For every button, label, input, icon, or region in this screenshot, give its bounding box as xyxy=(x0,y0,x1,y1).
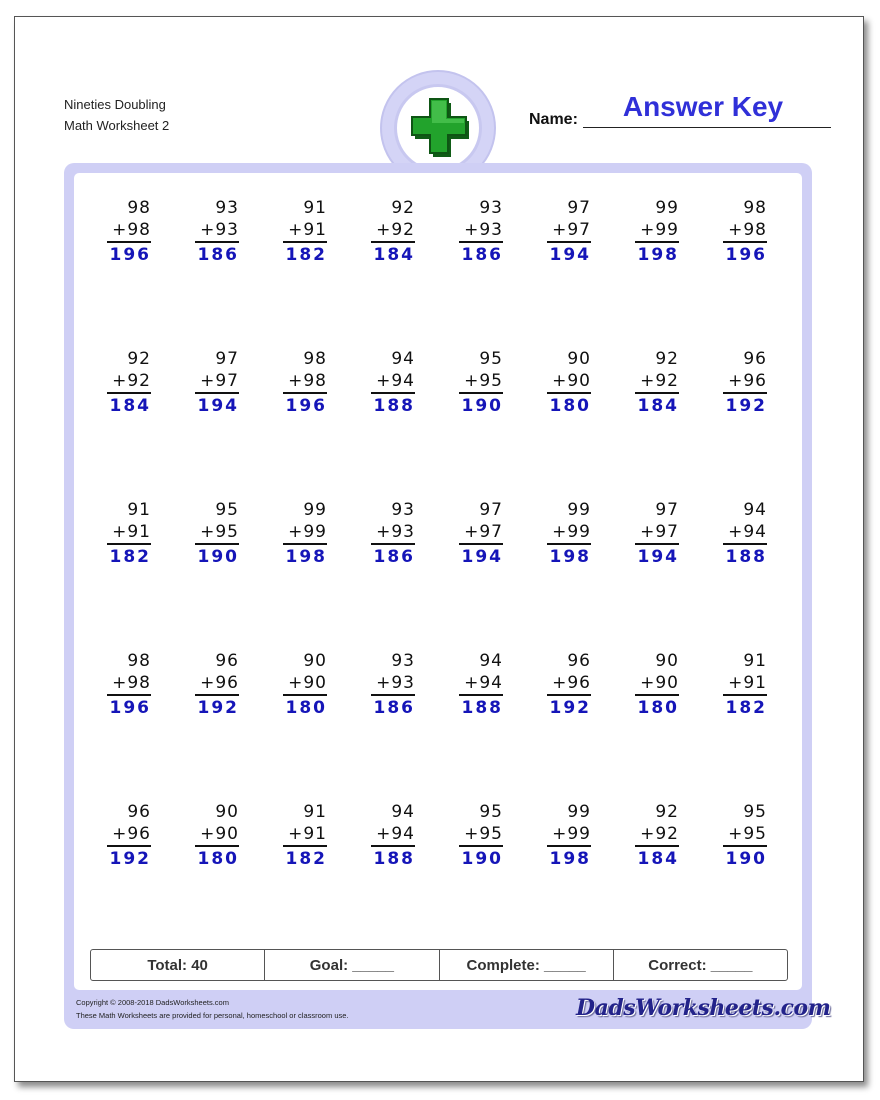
addition-problem xyxy=(547,499,591,568)
addition-problem xyxy=(723,348,767,417)
addend-bottom: +97 xyxy=(200,371,239,391)
addition-problem xyxy=(283,348,327,417)
green-plus-icon xyxy=(399,89,477,167)
sum-line xyxy=(371,845,415,847)
addend-bottom: +98 xyxy=(112,673,151,693)
answer: 180 xyxy=(637,698,679,718)
addition-problem xyxy=(547,801,591,870)
addition-problem xyxy=(195,499,239,568)
addend-bottom: +92 xyxy=(640,371,679,391)
addend-bottom: +90 xyxy=(640,673,679,693)
addend-bottom: +90 xyxy=(552,371,591,391)
addition-problem xyxy=(635,348,679,417)
addition-problem xyxy=(371,650,415,719)
sum-line xyxy=(459,241,503,243)
answer: 194 xyxy=(197,396,239,416)
addition-problem xyxy=(283,650,327,719)
sum-line xyxy=(459,845,503,847)
correct-field[interactable]: Correct: _____ xyxy=(648,956,753,974)
worksheet-title: Nineties Doubling xyxy=(64,97,166,112)
addition-problem xyxy=(371,197,415,266)
addition-problem xyxy=(547,348,591,417)
addition-problem xyxy=(195,650,239,719)
addend-top: 91 xyxy=(303,198,327,218)
addend-bottom: +91 xyxy=(728,673,767,693)
answer: 198 xyxy=(637,245,679,265)
answer: 186 xyxy=(373,698,415,718)
addend-top: 98 xyxy=(743,198,767,218)
answer: 182 xyxy=(725,698,767,718)
worksheet-frame xyxy=(64,163,831,1029)
answer: 188 xyxy=(373,849,415,869)
name-field[interactable] xyxy=(583,127,831,128)
addend-bottom: +93 xyxy=(376,673,415,693)
addend-bottom: +91 xyxy=(288,824,327,844)
addition-problem xyxy=(107,650,151,719)
addition-problem xyxy=(107,197,151,266)
addend-bottom: +98 xyxy=(288,371,327,391)
sum-line xyxy=(547,845,591,847)
addend-top: 91 xyxy=(303,802,327,822)
addend-top: 98 xyxy=(127,651,151,671)
addition-problem xyxy=(547,197,591,266)
sum-line xyxy=(547,392,591,394)
answer: 190 xyxy=(461,849,503,869)
answer: 180 xyxy=(285,698,327,718)
answer: 186 xyxy=(373,547,415,567)
addition-problem xyxy=(195,348,239,417)
sum-line xyxy=(195,845,239,847)
answer: 196 xyxy=(725,245,767,265)
problems-panel xyxy=(74,173,802,990)
addition-problem xyxy=(459,348,503,417)
dadsworksheets-logo[interactable]: DadsWorksheets.com xyxy=(576,995,831,1021)
addend-bottom: +95 xyxy=(464,824,503,844)
addend-bottom: +97 xyxy=(464,522,503,542)
addend-top: 92 xyxy=(127,349,151,369)
addend-top: 93 xyxy=(215,198,239,218)
addend-top: 96 xyxy=(743,349,767,369)
answer-key-text: Answer Key xyxy=(622,91,784,122)
sum-line xyxy=(723,694,767,696)
addend-top: 93 xyxy=(391,500,415,520)
addition-problem xyxy=(723,499,767,568)
sum-line xyxy=(195,392,239,394)
addend-bottom: +90 xyxy=(200,824,239,844)
addition-problem xyxy=(459,499,503,568)
name-label: Name: xyxy=(529,111,578,128)
addend-bottom: +96 xyxy=(112,824,151,844)
addition-problem xyxy=(723,801,767,870)
addend-top: 97 xyxy=(655,500,679,520)
sum-line xyxy=(723,845,767,847)
addend-bottom: +94 xyxy=(376,824,415,844)
answer: 192 xyxy=(197,698,239,718)
addend-bottom: +93 xyxy=(200,220,239,240)
addend-top: 95 xyxy=(743,802,767,822)
addend-bottom: +93 xyxy=(464,220,503,240)
sum-line xyxy=(107,241,151,243)
answer: 180 xyxy=(549,396,591,416)
worksheet-subtitle: Math Worksheet 2 xyxy=(64,118,170,133)
addend-bottom: +99 xyxy=(552,824,591,844)
answer: 184 xyxy=(637,396,679,416)
addend-top: 95 xyxy=(479,802,503,822)
answer: 186 xyxy=(461,245,503,265)
answer: 180 xyxy=(197,849,239,869)
sum-line xyxy=(635,694,679,696)
sum-line xyxy=(283,241,327,243)
sum-line xyxy=(635,392,679,394)
addend-bottom: +94 xyxy=(464,673,503,693)
addition-problem xyxy=(723,197,767,266)
addition-problem xyxy=(107,499,151,568)
addition-problem xyxy=(635,499,679,568)
answer: 194 xyxy=(549,245,591,265)
complete-field[interactable]: Complete: _____ xyxy=(440,950,614,980)
score-box xyxy=(90,949,788,981)
addition-problem xyxy=(635,650,679,719)
sum-line xyxy=(459,694,503,696)
addition-problem xyxy=(283,801,327,870)
addition-problem xyxy=(635,197,679,266)
addend-bottom: +94 xyxy=(376,371,415,391)
sum-line xyxy=(283,392,327,394)
sum-line xyxy=(635,241,679,243)
sum-line xyxy=(547,241,591,243)
addend-top: 97 xyxy=(479,500,503,520)
addend-bottom: +98 xyxy=(728,220,767,240)
addend-bottom: +96 xyxy=(728,371,767,391)
answer: 192 xyxy=(549,698,591,718)
addition-problem xyxy=(459,650,503,719)
answer: 198 xyxy=(285,547,327,567)
addend-top: 94 xyxy=(391,349,415,369)
answer: 182 xyxy=(109,547,151,567)
addend-bottom: +92 xyxy=(376,220,415,240)
goal-field[interactable]: Goal: _____ xyxy=(265,950,439,980)
total-count: Total: 40 xyxy=(91,950,265,980)
sum-line xyxy=(107,845,151,847)
addend-top: 92 xyxy=(655,349,679,369)
answer: 188 xyxy=(373,396,415,416)
addend-bottom: +96 xyxy=(200,673,239,693)
sum-line xyxy=(283,694,327,696)
addend-top: 99 xyxy=(303,500,327,520)
addend-top: 90 xyxy=(303,651,327,671)
addend-bottom: +99 xyxy=(552,522,591,542)
addition-problem xyxy=(107,348,151,417)
answer: 194 xyxy=(461,547,503,567)
addition-problem xyxy=(723,650,767,719)
addend-bottom: +92 xyxy=(640,824,679,844)
answer: 192 xyxy=(725,396,767,416)
addition-problem xyxy=(195,197,239,266)
answer: 198 xyxy=(549,547,591,567)
addend-top: 92 xyxy=(391,198,415,218)
addend-top: 91 xyxy=(127,500,151,520)
addend-top: 93 xyxy=(479,198,503,218)
addend-top: 99 xyxy=(567,500,591,520)
sum-line xyxy=(371,241,415,243)
answer: 182 xyxy=(285,849,327,869)
addend-top: 98 xyxy=(127,198,151,218)
addend-top: 97 xyxy=(567,198,591,218)
addend-top: 90 xyxy=(215,802,239,822)
addend-top: 96 xyxy=(215,651,239,671)
addend-bottom: +93 xyxy=(376,522,415,542)
addition-problem xyxy=(371,348,415,417)
sum-line xyxy=(459,543,503,545)
addend-top: 90 xyxy=(655,651,679,671)
usage-text: These Math Worksheets are provided for personal, homeschool or classroom use. xyxy=(76,1011,349,1020)
sum-line xyxy=(723,241,767,243)
addend-bottom: +90 xyxy=(288,673,327,693)
sum-line xyxy=(635,543,679,545)
answer: 198 xyxy=(549,849,591,869)
addend-top: 95 xyxy=(479,349,503,369)
sum-line xyxy=(547,694,591,696)
addition-problem xyxy=(371,801,415,870)
addend-top: 90 xyxy=(567,349,591,369)
sum-line xyxy=(195,543,239,545)
answer: 190 xyxy=(197,547,239,567)
sum-line xyxy=(195,694,239,696)
addition-problem xyxy=(459,197,503,266)
addition-problem xyxy=(283,197,327,266)
addition-problem xyxy=(107,801,151,870)
answer: 188 xyxy=(725,547,767,567)
answer: 184 xyxy=(637,849,679,869)
answer: 190 xyxy=(461,396,503,416)
addend-top: 98 xyxy=(303,349,327,369)
sum-line xyxy=(635,845,679,847)
sum-line xyxy=(283,845,327,847)
addend-top: 91 xyxy=(743,651,767,671)
addend-bottom: +97 xyxy=(552,220,591,240)
addend-top: 93 xyxy=(391,651,415,671)
addend-bottom: +91 xyxy=(288,220,327,240)
addend-bottom: +95 xyxy=(200,522,239,542)
addend-top: 96 xyxy=(127,802,151,822)
addend-top: 94 xyxy=(743,500,767,520)
sum-line xyxy=(371,392,415,394)
addend-top: 96 xyxy=(567,651,591,671)
addend-top: 94 xyxy=(479,651,503,671)
answer: 182 xyxy=(285,245,327,265)
addend-top: 99 xyxy=(655,198,679,218)
addend-bottom: +99 xyxy=(288,522,327,542)
sum-line xyxy=(283,543,327,545)
sum-line xyxy=(459,392,503,394)
addend-top: 99 xyxy=(567,802,591,822)
sum-line xyxy=(371,543,415,545)
addend-bottom: +94 xyxy=(728,522,767,542)
answer: 194 xyxy=(637,547,679,567)
answer: 192 xyxy=(109,849,151,869)
addition-problem xyxy=(459,801,503,870)
addition-problem xyxy=(635,801,679,870)
sum-line xyxy=(107,694,151,696)
addend-bottom: +98 xyxy=(112,220,151,240)
answer: 196 xyxy=(109,698,151,718)
addend-top: 94 xyxy=(391,802,415,822)
addend-bottom: +97 xyxy=(640,522,679,542)
answer: 196 xyxy=(109,245,151,265)
sum-line xyxy=(107,543,151,545)
sum-line xyxy=(107,392,151,394)
addend-top: 97 xyxy=(215,349,239,369)
addition-problem xyxy=(547,650,591,719)
sum-line xyxy=(195,241,239,243)
problem-grid xyxy=(74,173,802,933)
answer: 196 xyxy=(285,396,327,416)
addend-bottom: +95 xyxy=(728,824,767,844)
addend-bottom: +92 xyxy=(112,371,151,391)
addend-bottom: +95 xyxy=(464,371,503,391)
addition-problem xyxy=(371,499,415,568)
sum-line xyxy=(547,543,591,545)
answer: 184 xyxy=(109,396,151,416)
addition-problem xyxy=(195,801,239,870)
addend-top: 92 xyxy=(655,802,679,822)
answer: 186 xyxy=(197,245,239,265)
copyright-text: Copyright © 2008-2018 DadsWorksheets.com xyxy=(76,998,229,1007)
addend-bottom: +99 xyxy=(640,220,679,240)
answer: 190 xyxy=(725,849,767,869)
answer: 188 xyxy=(461,698,503,718)
sum-line xyxy=(723,392,767,394)
addition-problem xyxy=(283,499,327,568)
sum-line xyxy=(371,694,415,696)
addend-bottom: +96 xyxy=(552,673,591,693)
answer: 184 xyxy=(373,245,415,265)
addend-top: 95 xyxy=(215,500,239,520)
sum-line xyxy=(723,543,767,545)
addend-bottom: +91 xyxy=(112,522,151,542)
